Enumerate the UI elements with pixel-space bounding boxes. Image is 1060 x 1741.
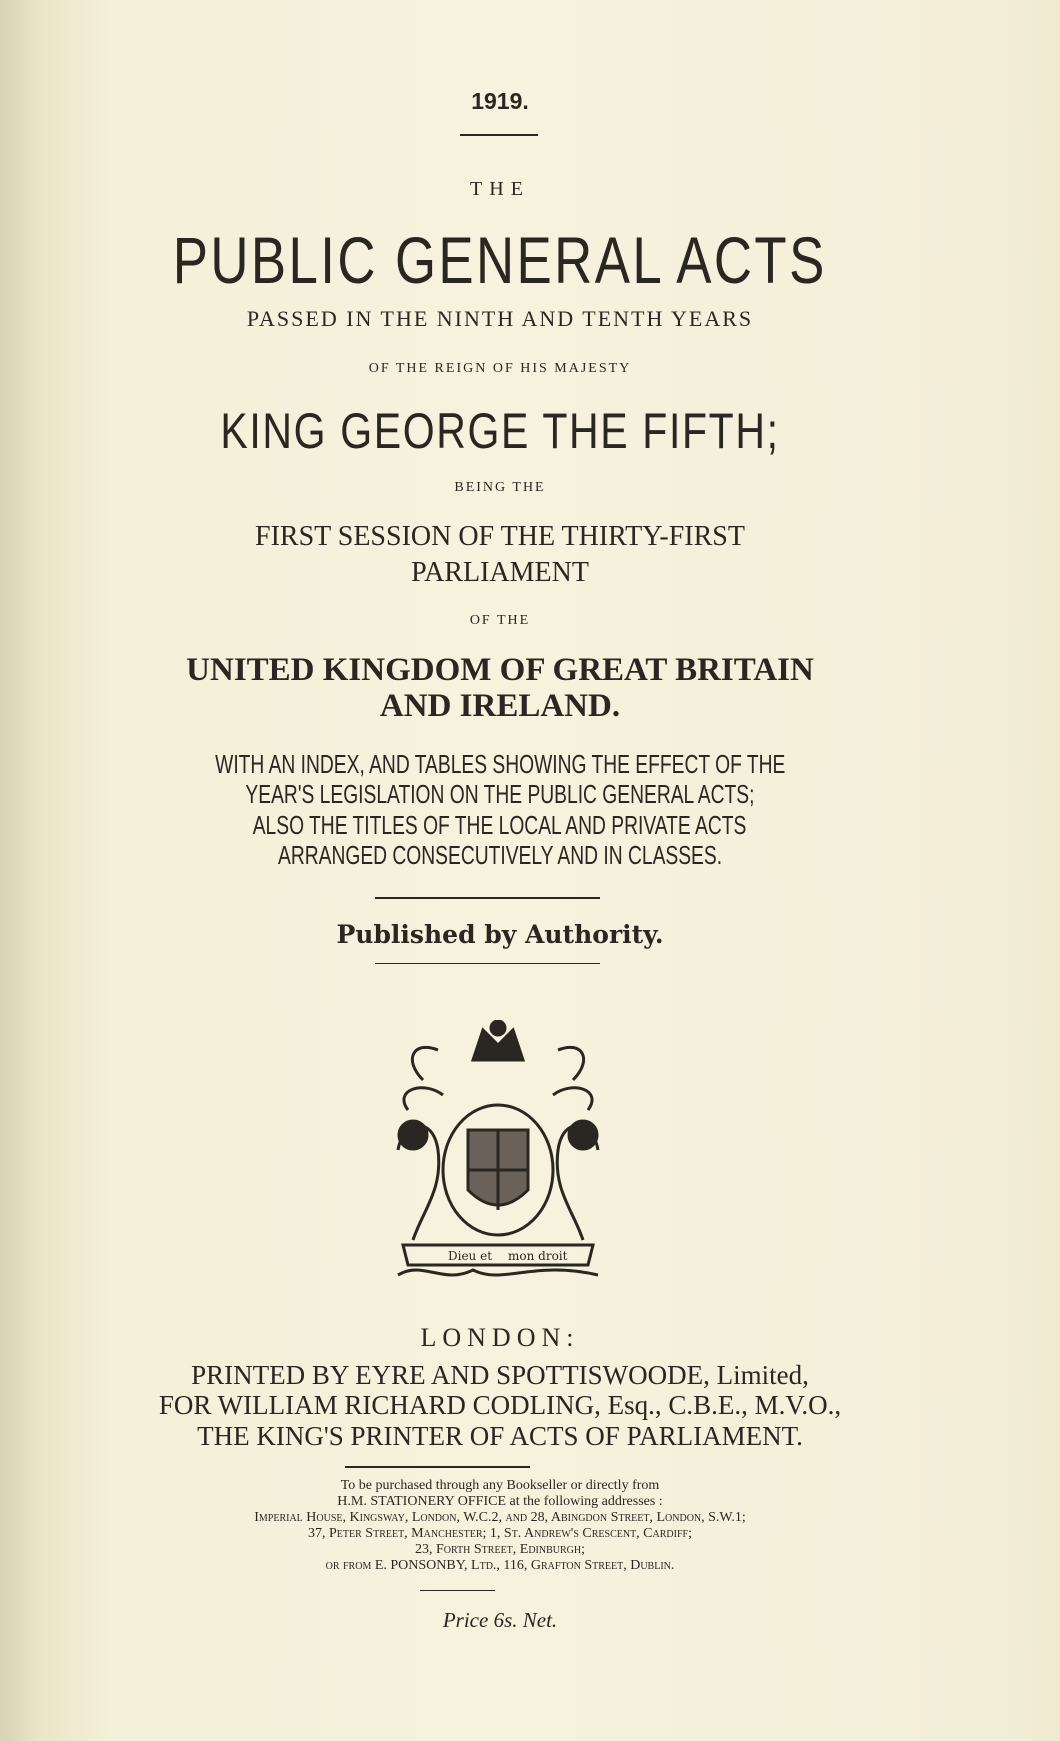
year: 1919. bbox=[471, 88, 529, 114]
purchase-line: To be purchased through any Bookseller or directly from bbox=[340, 1478, 660, 1493]
divider bbox=[345, 1466, 530, 1468]
index-line bbox=[0, 779, 1000, 810]
motto: Dieu et bbox=[448, 1249, 493, 1263]
divider bbox=[375, 963, 600, 964]
session-line-1: FIRST SESSION OF THE THIRTY-FIRST bbox=[255, 521, 745, 552]
purchase-line: H.M. STATIONERY OFFICE at the following addresses : bbox=[337, 1494, 663, 1509]
the-label: THE bbox=[470, 178, 530, 200]
divider bbox=[460, 134, 538, 136]
published-by-authority: Published by Authority. bbox=[336, 920, 664, 949]
price: Price 6s. Net. bbox=[442, 1608, 558, 1632]
title-text: PUBLIC GENERAL ACTS bbox=[173, 223, 827, 297]
index-text: YEAR'S LEGISLATION ON THE PUBLIC GENERAL ACTS; bbox=[245, 779, 755, 809]
being-line: BEING THE bbox=[454, 480, 546, 495]
purchase-line: 37, Peter Street, Manchester; 1, St. Andrew's Crescent, Cardiff; bbox=[308, 1526, 692, 1541]
reign-line: OF THE REIGN OF HIS MAJESTY bbox=[368, 361, 632, 376]
royal-coat-of-arms-icon bbox=[383, 1020, 613, 1285]
index-line bbox=[0, 810, 1000, 841]
divider bbox=[375, 897, 600, 899]
kingdom-line-1: UNITED KINGDOM OF GREAT BRITAIN bbox=[186, 652, 814, 688]
purchase-line: 23, Forth Street, Edinburgh; bbox=[414, 1542, 586, 1557]
king-line bbox=[0, 402, 1000, 460]
king-text: KING GEORGE THE FIFTH; bbox=[220, 403, 780, 459]
printer-line: PRINTED BY EYRE AND SPOTTISWOODE, Limited, bbox=[191, 1360, 809, 1390]
index-text: ARRANGED CONSECUTIVELY AND IN CLASSES. bbox=[277, 840, 723, 870]
kingdom-line-2: AND IRELAND. bbox=[379, 688, 621, 724]
london-heading: LONDON: bbox=[420, 1323, 580, 1352]
printer-line: FOR WILLIAM RICHARD CODLING, Esq., C.B.E., M.V.O., bbox=[158, 1390, 842, 1420]
svg-text:mon droit: mon droit bbox=[508, 1249, 568, 1263]
index-text: ALSO THE TITLES OF THE LOCAL AND PRIVATE ACTS bbox=[253, 810, 747, 840]
page-title bbox=[0, 222, 1000, 298]
index-text: WITH AN INDEX, AND TABLES SHOWING THE EFFECT OF THE bbox=[214, 749, 786, 779]
session-line-2: PARLIAMENT bbox=[411, 557, 589, 588]
purchase-line: or from E. PONSONBY, Ltd., 116, Grafton Street, Dublin. bbox=[325, 1558, 675, 1573]
index-line bbox=[0, 840, 1000, 871]
passed-line: PASSED IN THE NINTH AND TENTH YEARS bbox=[246, 306, 754, 331]
index-line bbox=[0, 749, 1000, 780]
printer-line: THE KING'S PRINTER OF ACTS OF PARLIAMENT. bbox=[197, 1421, 803, 1451]
purchase-line: Imperial House, Kingsway, London, W.C.2, and 28, Abingdon Street, London, S.W.1; bbox=[254, 1510, 746, 1525]
of-the-line: OF THE bbox=[469, 613, 531, 628]
divider bbox=[420, 1590, 495, 1591]
